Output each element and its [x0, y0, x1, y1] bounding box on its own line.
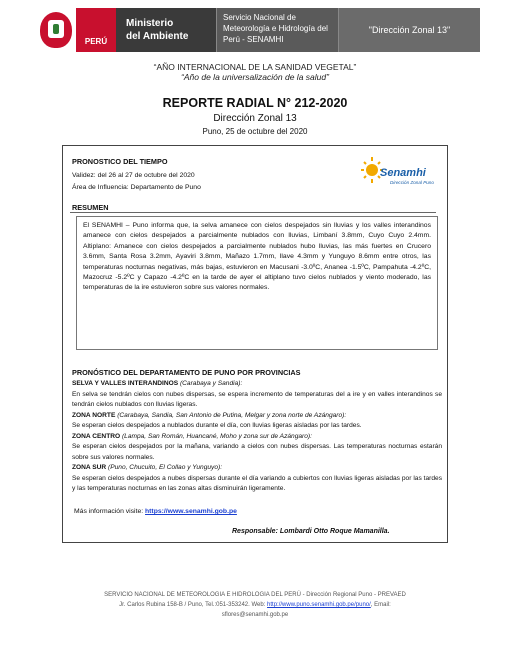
- more-info-label: Más información visite:: [74, 508, 144, 515]
- summary-label: RESUMEN: [72, 203, 109, 212]
- year-motto-2: “Año de la universalización de la salud”: [181, 72, 329, 82]
- senamhi-line-1: Servicio Nacional de: [223, 13, 296, 22]
- forecast-title: PRONOSTICO DEL TIEMPO: [72, 157, 168, 166]
- section-text: Se esperan cielos despejados a nubes dispersas durante el día variando a cubiertos con lluvias ligeras aisladas por las tardes y las temperaturas nocturnas en las zonas altas disminuirán ligeramente.: [72, 474, 442, 492]
- section-text: En selva se tendrán cielos con nubes dispersas, se espera incremento de temperaturas del a ire y en valles interandinos se tendrán cielos nublados con lluvias ligeras.: [72, 390, 442, 408]
- footer-link[interactable]: http://www.puno.senamhi.gob.pe/puno/: [267, 602, 371, 608]
- section-heading: ZONA NORTE (Carabaya, Sandia, San Antonio de Putina, Melgar y zona norte de Azángaro):: [72, 411, 347, 419]
- report-subtitle: Dirección Zonal 13: [213, 113, 297, 124]
- report-title: REPORTE RADIAL N° 212-2020: [162, 96, 348, 110]
- place-date: Puno, 25 de octubre del 2020: [202, 127, 308, 136]
- coat-of-arms-icon: [36, 8, 76, 52]
- ministry-line-1: Ministerio: [126, 18, 174, 29]
- section-heading: ZONA SUR (Puno, Chucuito, El Collao y Yunguyo):: [72, 464, 223, 471]
- summary-divider: [70, 212, 436, 213]
- zone-label: "Dirección Zonal 13": [338, 8, 480, 52]
- ministry-block: [116, 8, 216, 52]
- senamhi-block: [216, 8, 338, 52]
- ministry-line-2: del Ambiente: [126, 31, 189, 42]
- footer-line-1: SERVICIO NACIONAL DE METEOROLOGIA E HIDROLOGIA DEL PERÚ - Dirección Regional Puno - PREVAED: [104, 592, 406, 598]
- validity-text: Validez: del 26 al 27 de octubre del 2020: [72, 172, 195, 179]
- section-heading: ZONA CENTRO (Lampa, San Román, Huancané, Moho y zona sur de Azángaro):: [72, 432, 312, 440]
- section-heading: SELVA Y VALLES INTERANDINOS (Carabaya y Sandia):: [72, 380, 243, 387]
- responsible: Responsable: Lombardi Otto Roque Mamanilla.: [232, 528, 390, 535]
- senamhi-link[interactable]: https://www.senamhi.gob.pe: [145, 508, 237, 515]
- senamhi-line-3: Perú - SENAMHI: [223, 35, 284, 44]
- section-text: Se esperan cielos despejados a nublados durante el día, con lluvias ligeras aisladas por las tardes.: [72, 422, 362, 429]
- summary-text: El SENAMHI – Puno informa que, la selva amanece con cielos despejados sin lluvias y los valles interandinos amanece con cielos despejados a parcialmente nublados con lluvias, Limbaní 3.8mm, Cuyo Cuyo 2.4mm. Altiplano: Amanece con cielos despejados a parcialmente nublados hubo lluvias, las más fuertes en Crucero 3.6mm, Santa Rosa 3.2mm, Ayaviri 3.8mm, Mañazo 1.7mm, Ilave 4.3mm y Yunguyo 8.6mm entre otros, las temperaturas nocturnas negativas, más bajas, estuvieron en Macusani -3.0ºC, Ananea -1.5ºC, Pampahuta -4.2ºC, Mazocruz -5.2ºC y Capazo -4.2ºC en la tarde de ayer el altiplano tuvo cielos nublados y viento moderado, las temperaturas de la ire estuvieron sobre sus valores normales.: [76, 216, 438, 350]
- footer: [78, 590, 432, 620]
- area-text: Área de Influencia: Departamento de Puno: [72, 184, 201, 191]
- section-text: Se esperan cielos despejados por la mañana, variando a cielos con nubes dispersas. Las temperaturas nocturnas estarán sobre sus valores normales.: [72, 443, 442, 461]
- footer-line-2: Jr. Carlos Rubina 158-B / Puno, Tel.:051-353242. Web: http://www.puno.senamhi.gob.pe/puno/, Email:: [119, 602, 391, 608]
- country-label: PERÚ: [76, 8, 116, 52]
- year-motto: “AÑO INTERNACIONAL DE LA SANIDAD VEGETAL”: [153, 62, 357, 72]
- senamhi-logo: [360, 156, 440, 192]
- senamhi-line-2: Meteorología e Hidrología del: [223, 24, 328, 33]
- header-bar: [36, 8, 480, 52]
- provinces-title: PRONÓSTICO DEL DEPARTAMENTO DE PUNO POR PROVINCIAS: [72, 368, 301, 377]
- more-info: [74, 508, 237, 515]
- footer-line-3: sflores@senamhi.gob.pe: [221, 612, 289, 618]
- logo-subtitle: Dirección Zonal Puno: [390, 180, 434, 185]
- provinces-body: [72, 379, 442, 495]
- logo-name: Senamhi: [380, 167, 426, 179]
